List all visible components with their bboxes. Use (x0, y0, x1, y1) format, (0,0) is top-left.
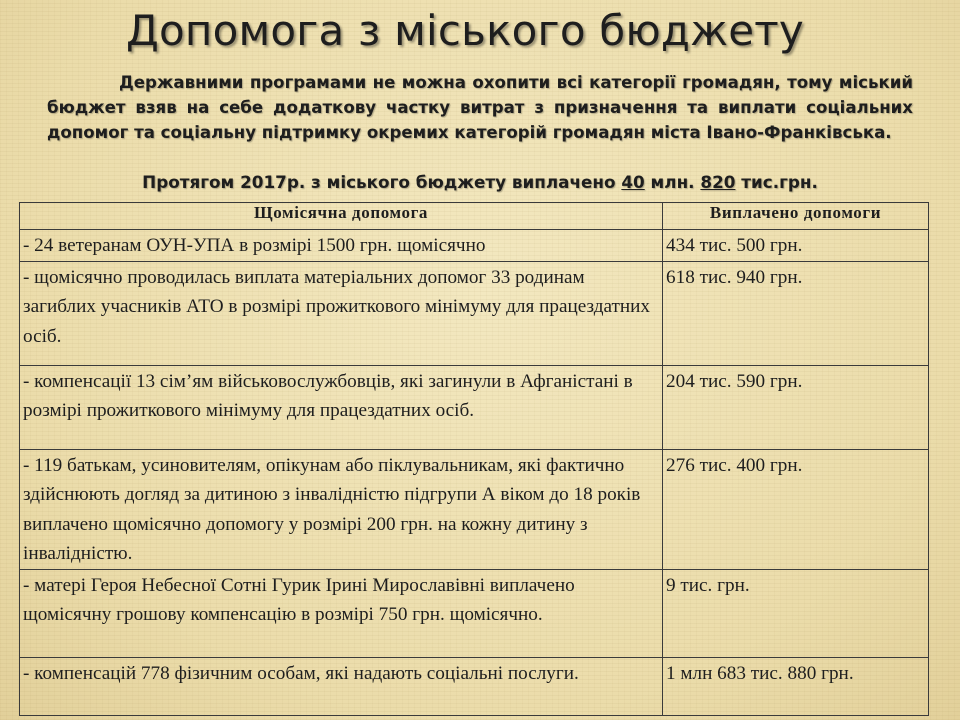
row-amount: 1 млн 683 тис. 880 грн. (663, 657, 929, 715)
row-description: - 24 ветеранам ОУН-УПА в розмірі 1500 грн. щомісячно (20, 230, 663, 262)
table-row (20, 365, 929, 449)
row-amount: 204 тис. 590 грн. (663, 365, 929, 449)
row-amount: 434 тис. 500 грн. (663, 230, 929, 262)
row-description: - матері Героя Небесної Сотні Гурик Ірині Мирославівні виплачено щомісячну грошову компенсацію в розмірі 750 грн. щомісячно. (20, 569, 663, 657)
summary-mid: млн. (644, 172, 701, 192)
row-description: - компенсацій 778 фізичним особам, які надають соціальні послуги. (20, 657, 663, 715)
row-amount: 9 тис. грн. (663, 569, 929, 657)
row-description: - щомісячно проводилась виплата матеріальних допомог 33 родинам загиблих учасників АТО в розмірі прожиткового мінімуму для працездатних осіб. (20, 261, 663, 365)
row-description: - компенсації 13 сім’ям військовослужбовців, які загинули в Афганістані в розмірі прожиткового мінімуму для працездатних осіб. (23, 370, 633, 421)
row-description-cell (20, 365, 663, 449)
aid-table (19, 202, 929, 716)
summary-line (0, 172, 960, 192)
page-title: Допомога з міського бюджету (126, 6, 804, 55)
table-row (20, 569, 929, 657)
intro-paragraph: Державними програмами не можна охопити всі категорії громадян, тому міський бюджет взяв на себе додаткову частку витрат з призначення та виплати соціальних допомог та соціальну підтримку окремих категорій громадян міста Івано-Франківська. (47, 73, 913, 142)
summary-thousands: 820 (700, 172, 736, 192)
table-header-row (20, 203, 929, 230)
table-row (20, 230, 929, 262)
summary-suffix: тис.грн. (735, 172, 818, 192)
summary-prefix: Протягом 2017р. з міського бюджету виплачено (142, 172, 622, 192)
row-amount: 618 тис. 940 грн. (663, 261, 929, 365)
header-paid-aid: Виплачено допомоги (663, 203, 929, 230)
header-monthly-aid: Щомісячна допомога (20, 203, 663, 230)
table-row (20, 449, 929, 569)
summary-millions: 40 (621, 172, 645, 192)
row-amount: 276 тис. 400 грн. (663, 449, 929, 569)
table-row (20, 657, 929, 715)
row-description: - 119 батькам, усиновителям, опікунам або піклувальникам, які фактично здійснюють догляд за дитиною з інвалідністю підгрупи А віком до 18 років виплачено щомісячно допомогу у розмірі 200 грн. на кожну дитину з інвалідністю. (20, 449, 663, 569)
table-row (20, 261, 929, 365)
